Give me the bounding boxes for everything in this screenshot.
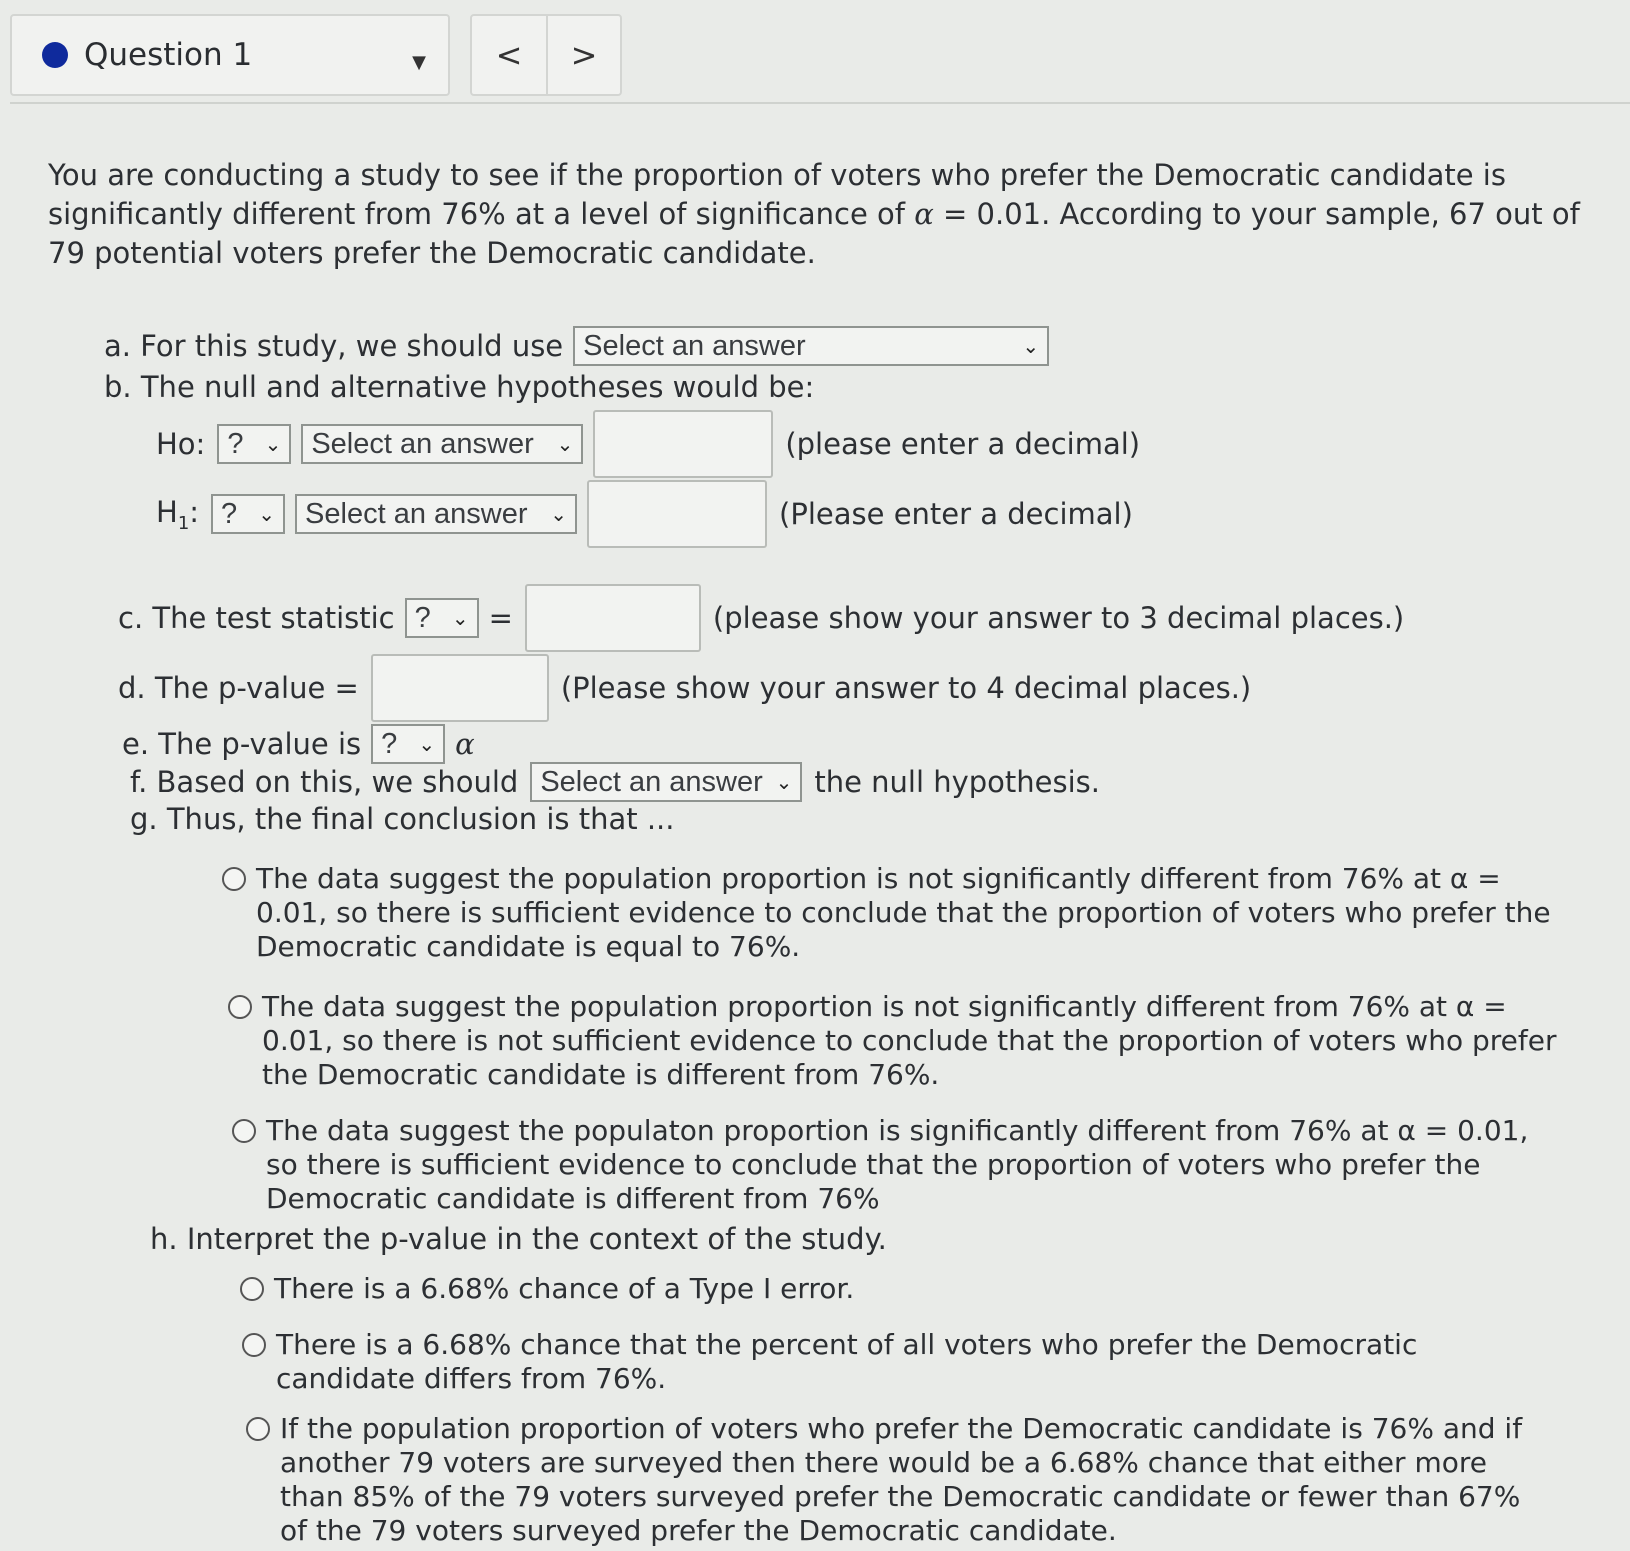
chevron-down-icon: ⌄ [451, 607, 469, 630]
h1-label: $H_1$: [156, 494, 200, 534]
part-c-label: c. The test statistic [118, 601, 395, 635]
conclusion-option-3[interactable]: The data suggest the populaton proportion is significantly different from 76% at α = 0.01, so there is sufficient evidence to conclude that the proportion of voters who prefer the Democratic candidate is different from 76% [232, 1114, 1542, 1216]
h1-value-input[interactable] [587, 480, 767, 548]
chevron-down-icon: ⌄ [418, 733, 436, 756]
part-f-after: the null hypothesis. [814, 765, 1101, 799]
part-d [118, 654, 1251, 722]
part-h-label: h. Interpret the p-value in the context of the study. [150, 1222, 887, 1256]
chevron-down-icon: ⌄ [1022, 335, 1040, 358]
radio-button[interactable] [240, 1277, 264, 1301]
part-g [130, 802, 674, 836]
part-h [150, 1222, 887, 1256]
part-f [130, 762, 1100, 802]
radio-button[interactable] [246, 1417, 270, 1441]
decision-select[interactable]: Select an answer ⌄ [530, 762, 802, 802]
p-value-compare-select[interactable]: ? ⌄ [371, 724, 445, 764]
divider [10, 102, 1630, 104]
part-a [104, 326, 1049, 366]
part-a-label: a. For this study, we should use [104, 329, 564, 363]
alt-hypothesis-row [156, 480, 1133, 548]
interpretation-option-1[interactable]: There is a 6.68% chance of a Type I error. [240, 1272, 1540, 1306]
part-f-label: f. Based on this, we should [130, 765, 519, 799]
p-value-input[interactable] [371, 654, 549, 722]
chevron-down-icon: ⌄ [550, 503, 568, 526]
alpha-symbol: α [914, 197, 934, 231]
part-d-label: d. The p-value = [118, 671, 359, 705]
question-nav [470, 14, 622, 96]
h1-operator-select[interactable]: ? ⌄ [211, 494, 285, 534]
question-label: Question 1 [84, 37, 253, 73]
interpretation-option-2[interactable]: There is a 6.68% chance that the percent of all voters who prefer the Democratic candidate differs from 76%. [242, 1328, 1542, 1396]
conclusion-option-1[interactable]: The data suggest the population proportion is not significantly different from 76% at α = 0.01, so there is sufficient evidence to conclude that the proportion of voters who prefer the Democratic candidate is equal to 76%. [222, 862, 1562, 964]
interpretation-option-3[interactable]: If the population proportion of voters who prefer the Democratic candidate is 76% and if another 79 voters are surveyed then there would be a 6.68% chance that either more than 85% of the 79 voters surveyed prefer the Democratic candidate or fewer than 67% of the 79 voters surveyed prefer the Democratic candidate. [246, 1412, 1536, 1548]
ho-parameter-select[interactable]: Select an answer ⌄ [301, 424, 583, 464]
chevron-down-icon: ⌄ [556, 433, 574, 456]
part-g-label: g. Thus, the final conclusion is that ... [130, 802, 675, 836]
part-b [104, 370, 814, 404]
prev-question-button[interactable]: < [495, 36, 523, 74]
test-statistic-input[interactable] [525, 584, 701, 652]
radio-button[interactable] [232, 1119, 256, 1143]
part-d-hint: (Please show your answer to 4 decimal places.) [560, 671, 1252, 705]
h1-parameter-select[interactable]: Select an answer ⌄ [295, 494, 577, 534]
ho-hint: (please enter a decimal) [785, 427, 1141, 461]
ho-value-input[interactable] [593, 410, 773, 478]
status-dot-icon [42, 42, 68, 68]
part-b-label: b. The null and alternative hypotheses would be: [104, 370, 815, 404]
test-statistic-select[interactable]: ? ⌄ [405, 598, 479, 638]
question-selector[interactable] [10, 14, 450, 96]
ho-operator-select[interactable]: ? ⌄ [217, 424, 291, 464]
null-hypothesis-row [156, 410, 1140, 478]
radio-button[interactable] [242, 1333, 266, 1357]
chevron-down-icon: ⌄ [264, 433, 282, 456]
radio-button[interactable] [228, 995, 252, 1019]
chevron-down-icon: ⌄ [775, 771, 793, 794]
problem-text-2: = 0.01. According to your sample, 67 out of 79 potential voters prefer the Democratic candidate. [48, 197, 1580, 270]
alpha-symbol: α [455, 727, 475, 761]
test-type-select[interactable]: Select an answer ⌄ [573, 326, 1049, 366]
ho-label: Ho: [156, 427, 206, 461]
part-c [118, 584, 1404, 652]
problem-statement [48, 156, 1588, 273]
conclusion-option-2[interactable]: The data suggest the population proportion is not significantly different from 76% at α = 0.01, so there is not sufficient evidence to conclude that the proportion of voters who prefer the Democratic candidate is different from 76%. [228, 990, 1558, 1092]
equals-sign: = [488, 601, 513, 635]
problem-text-1: You are conducting a study to see if the proportion of voters who prefer the Democratic candidate is significantly different from 76% at a level of significance of [48, 158, 1506, 231]
caret-down-icon: ▼ [412, 52, 426, 73]
next-question-button[interactable]: > [546, 16, 620, 94]
chevron-down-icon: ⌄ [258, 503, 276, 526]
radio-button[interactable] [222, 867, 246, 891]
part-e-label: e. The p-value is [122, 727, 362, 761]
h1-hint: (Please enter a decimal) [779, 497, 1133, 531]
part-e [122, 724, 475, 764]
part-c-hint: (please show your answer to 3 decimal places.) [712, 601, 1405, 635]
